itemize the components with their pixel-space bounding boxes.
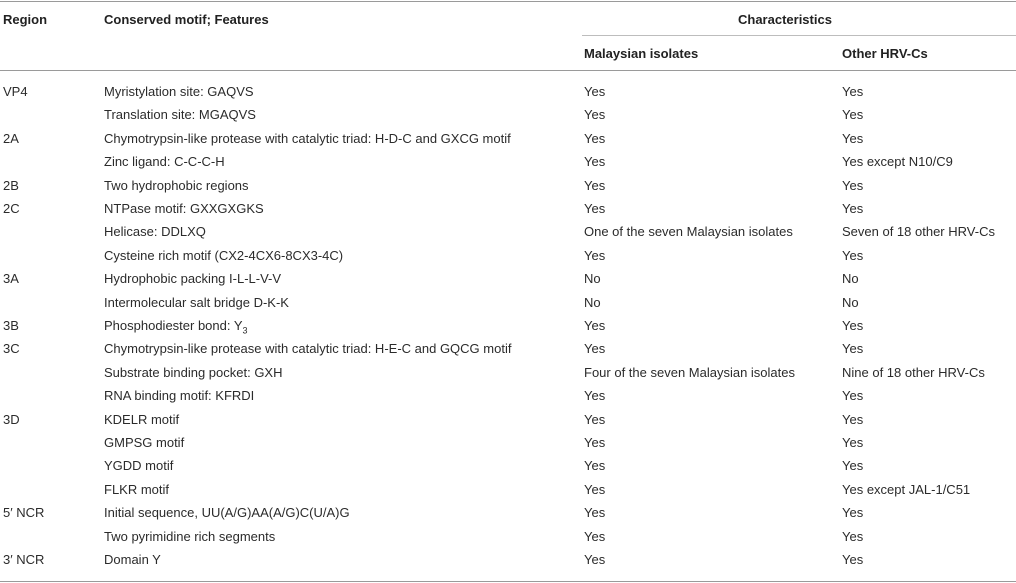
other-hrv-cell: Yes (842, 552, 864, 567)
table-row (0, 384, 1016, 407)
motif-cell: Translation site: MGAQVS (104, 107, 256, 123)
other-hrv-cell: Yes (842, 247, 864, 263)
table-row (0, 314, 1016, 337)
malaysian-cell: One of the seven Malaysian isolates (584, 224, 793, 240)
malaysian-cell: Yes (584, 177, 606, 193)
motif-cell: Hydrophobic packing I-L-L-V-V (104, 271, 282, 287)
other-hrv-cell: Seven of 18 other HRV-Cs (842, 224, 995, 240)
region-cell: VP4 (3, 84, 28, 99)
table-row (0, 150, 1016, 173)
other-hrv-cell: Yes (842, 341, 864, 357)
motif-cell: Helicase: DDLXQ (104, 224, 206, 240)
region-cell: 3′ NCR (3, 552, 45, 567)
header-other-hrv-cs: Other HRV-Cs (842, 46, 928, 61)
malaysian-cell: Yes (584, 505, 606, 521)
table-row (0, 501, 1016, 524)
malaysian-cell: No (584, 294, 601, 310)
motif-cell: YGDD motif (104, 458, 174, 474)
table-row (0, 454, 1016, 477)
region-cell: 2A (3, 130, 19, 146)
table-row (0, 244, 1016, 267)
motif-cell: Myristylation site: GAQVS (104, 84, 254, 99)
malaysian-cell: Yes (584, 341, 606, 357)
table-row (0, 525, 1016, 548)
region-cell: 2B (3, 177, 19, 193)
motif-subscript: 3 (242, 325, 248, 336)
motif-cell: RNA binding motif: KFRDI (104, 388, 255, 404)
other-hrv-cell: Nine of 18 other HRV-Cs (842, 364, 985, 380)
region-cell: 3B (3, 318, 19, 333)
other-hrv-cell: Yes except JAL-1/C51 (842, 481, 971, 497)
region-cell: 2C (3, 201, 20, 216)
motif-cell: GMPSG motif (104, 435, 185, 450)
table-row (0, 337, 1016, 360)
motif-cell: Phosphodiester bond: $Y_3$ (104, 318, 248, 336)
table-row (0, 548, 1016, 571)
header-motif: Conserved motif; Features (104, 12, 269, 27)
other-hrv-cell: Yes (842, 130, 864, 146)
header-characteristics: Characteristics (738, 12, 832, 27)
other-hrv-cell: Yes (842, 458, 864, 474)
motif-cell: Intermolecular salt bridge D-K-K (104, 294, 289, 310)
table-row (0, 174, 1016, 197)
other-hrv-cell: Yes (842, 528, 864, 544)
malaysian-cell: Yes (584, 528, 606, 544)
table-row (0, 267, 1016, 290)
table-row (0, 478, 1016, 501)
characteristics-underline (582, 35, 1016, 36)
table-row (0, 291, 1016, 314)
header-bottom-rule (0, 70, 1016, 71)
motif-cell: Zinc ligand: C-C-C-H (104, 154, 225, 170)
other-hrv-cell: No (842, 271, 859, 287)
malaysian-cell: Yes (584, 84, 606, 99)
motif-cell: Chymotrypsin-like protease with catalytic triad: H-D-C and GXCG motif (104, 130, 511, 146)
other-hrv-cell: Yes (842, 435, 864, 450)
table-row (0, 103, 1016, 126)
table-row (0, 197, 1016, 220)
region-cell: 3D (3, 411, 20, 427)
header-malaysian-isolates: Malaysian isolates (584, 46, 699, 61)
region-cell: 3A (3, 271, 19, 287)
other-hrv-cell: Yes (842, 318, 864, 333)
malaysian-cell: Four of the seven Malaysian isolates (584, 364, 795, 380)
region-cell: 3C (3, 341, 20, 357)
malaysian-cell: Yes (584, 411, 606, 427)
motif-cell: KDELR motif (104, 411, 180, 427)
other-hrv-cell: No (842, 294, 859, 310)
other-hrv-cell: Yes (842, 388, 864, 404)
other-hrv-cell: Yes (842, 505, 864, 521)
malaysian-cell: Yes (584, 458, 606, 474)
header-region: Region (3, 12, 48, 27)
other-hrv-cell: Yes (842, 201, 864, 216)
malaysian-cell: Yes (584, 201, 606, 216)
malaysian-cell: Yes (584, 435, 606, 450)
table-row (0, 80, 1016, 103)
motif-cell: Two pyrimidine rich segments (104, 528, 276, 544)
table-row (0, 361, 1016, 384)
motif-cell: Two hydrophobic regions (104, 177, 249, 193)
region-cell: 5′ NCR (3, 505, 45, 521)
motif-cell: Chymotrypsin-like protease with catalytic triad: H-E-C and GQCG motif (104, 341, 512, 357)
table-bottom-rule (0, 581, 1016, 582)
malaysian-cell: Yes (584, 130, 606, 146)
motif-cell: Cysteine rich motif (CX2-4CX6-8CX3-4C) (104, 247, 344, 263)
malaysian-cell: Yes (584, 247, 606, 263)
malaysian-cell: Yes (584, 318, 606, 333)
malaysian-cell: Yes (584, 388, 606, 404)
other-hrv-cell: Yes (842, 177, 864, 193)
other-hrv-cell: Yes (842, 107, 864, 123)
motif-cell: Domain Y (104, 552, 161, 567)
motif-cell: FLKR motif (104, 481, 170, 497)
other-hrv-cell: Yes except N10/C9 (842, 154, 953, 170)
table-top-rule (0, 1, 1016, 2)
table-row (0, 220, 1016, 243)
motif-cell: Initial sequence, UU(A/G)AA(A/G)C(U/A)G (104, 505, 350, 521)
motif-cell: Substrate binding pocket: GXH (104, 364, 283, 380)
malaysian-cell: Yes (584, 107, 606, 123)
table-row (0, 127, 1016, 150)
malaysian-cell: No (584, 271, 601, 287)
malaysian-cell: Yes (584, 481, 606, 497)
table-row (0, 408, 1016, 431)
motif-cell: NTPase motif: GXXGXGKS (104, 201, 264, 216)
malaysian-cell: Yes (584, 552, 606, 567)
other-hrv-cell: Yes (842, 411, 864, 427)
table-row (0, 431, 1016, 454)
other-hrv-cell: Yes (842, 84, 864, 99)
malaysian-cell: Yes (584, 154, 606, 170)
